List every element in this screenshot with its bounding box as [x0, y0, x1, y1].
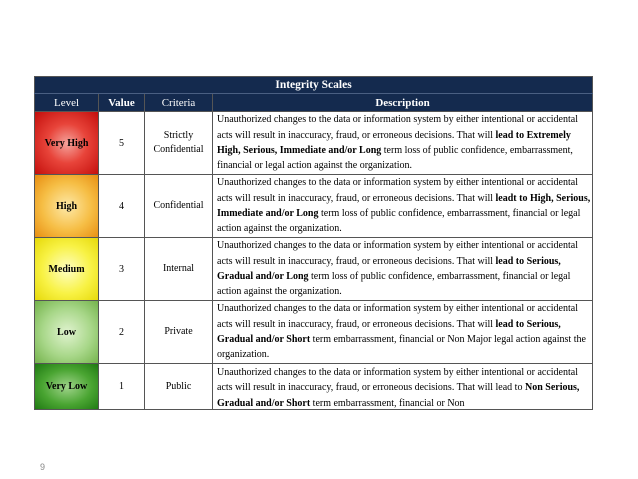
table-row-high: [35, 175, 593, 238]
description-cell: [213, 175, 593, 238]
criteria-cell: Internal: [145, 238, 213, 301]
level-cell: Very Low: [35, 364, 99, 410]
table-row-very-high: [35, 112, 593, 175]
description-text: Unauthorized changes to the data or information system by either intentional or accidental acts will result in inaccuracy, fraud, or erroneous decisions. That will: [217, 303, 578, 330]
description-clip: [217, 364, 592, 409]
criteria-line1: Strictly: [163, 130, 194, 141]
value-cell: 2: [99, 301, 145, 364]
header-description: Description: [213, 94, 593, 112]
level-cell: Medium: [35, 238, 99, 301]
description-emphasis: Non Serious, Gradual and/or Short: [217, 382, 580, 409]
level-cell: Low: [35, 301, 99, 364]
criteria-cell: Confidential: [145, 175, 213, 238]
value-cell: 3: [99, 238, 145, 301]
criteria-cell: Private: [145, 301, 213, 364]
criteria-cell: [145, 112, 213, 175]
description-text: term loss of public confidence, embarrassment, financial or legal action against the organization.: [217, 208, 581, 235]
value-cell: 4: [99, 175, 145, 238]
description-cell: [213, 301, 593, 364]
description-emphasis: lead to Extremely High, Serious, Immediate and/or Long: [217, 129, 571, 156]
description-text: term loss of public confidence, embarrassment, financial or legal action against the organization.: [217, 145, 573, 172]
description-cell: [213, 112, 593, 175]
description-emphasis: leadt to High, Serious, Immediate and/or Long: [217, 192, 591, 219]
header-criteria: Criteria: [145, 94, 213, 112]
criteria-line2: Confidential: [153, 144, 204, 155]
table-row-low: [35, 301, 593, 364]
description-text: Unauthorized changes to the data or information system by either intentional or accidental acts will result in inaccuracy, fraud, or erroneous decisions. That will: [217, 177, 578, 204]
description-text: term embarrassment, financial or Non: [310, 397, 465, 409]
level-cell: High: [35, 175, 99, 238]
criteria-cell: Public: [145, 364, 213, 410]
table-row-medium: [35, 238, 593, 301]
description-text: Unauthorized changes to the data or information system by either intentional or accidental acts will result in inaccuracy, fraud, or erroneous decisions. That will lead to: [217, 367, 578, 394]
table-row-very-low: [35, 364, 593, 410]
header-level: Level: [35, 94, 99, 112]
description-cell: [213, 238, 593, 301]
description-cell: [213, 364, 593, 410]
description-emphasis: lead to Serious, Gradual and/or Long: [217, 255, 561, 282]
description-text: term embarrassment, financial or Non Major legal action against the organization.: [217, 334, 586, 361]
description-text: term loss of public confidence, embarrassment, financial or legal action against the organization.: [217, 271, 571, 298]
value-cell: 1: [99, 364, 145, 410]
table-title: Integrity Scales: [35, 77, 593, 94]
header-value: Value: [99, 94, 145, 112]
description-emphasis: lead to Serious, Gradual and/or Short: [217, 318, 561, 345]
description-text: Unauthorized changes to the data or information system by either intentional or accidental acts will result in inaccuracy, fraud, or erroneous decisions. That will: [217, 240, 578, 267]
page-number: 9: [40, 462, 46, 472]
description-text: Unauthorized changes to the data or information system by either intentional or accidental acts will result in inaccuracy, fraud, or erroneous decisions. That will: [217, 114, 578, 141]
integrity-scales-table: [34, 76, 593, 410]
level-cell: Very High: [35, 112, 99, 175]
value-cell: 5: [99, 112, 145, 175]
